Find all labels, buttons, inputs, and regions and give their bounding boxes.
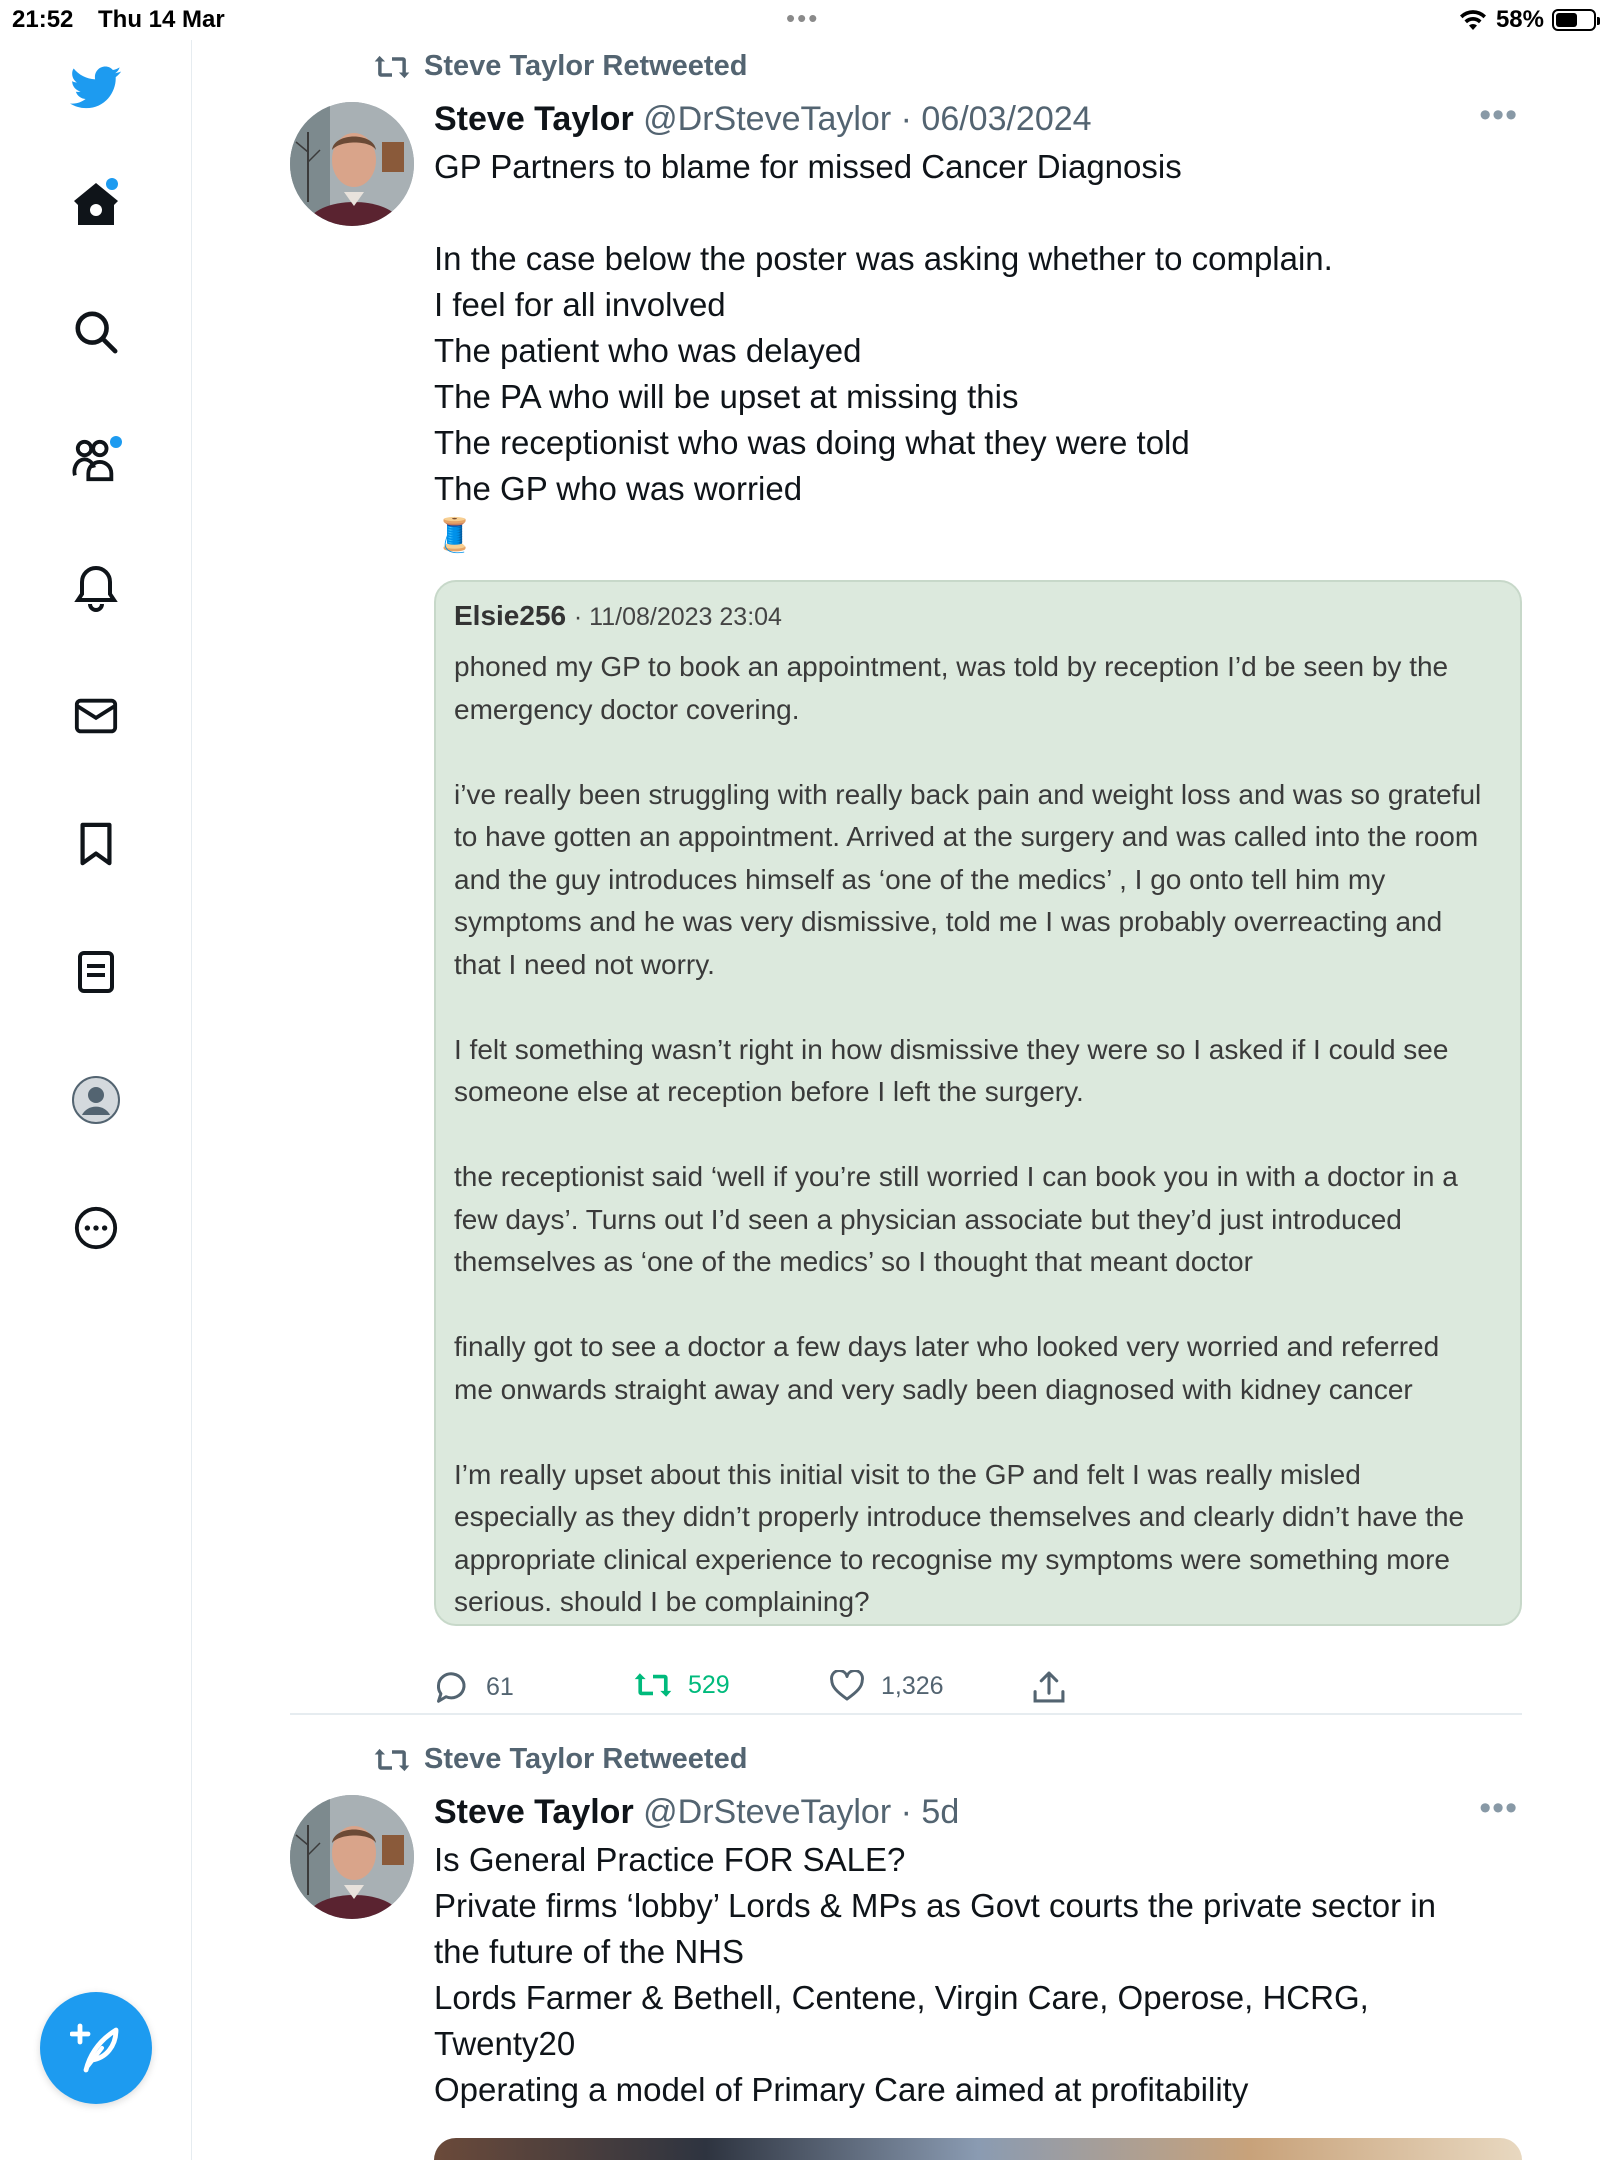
mail-icon[interactable] (68, 688, 124, 744)
author-handle[interactable]: @DrSteveTaylor (643, 1793, 892, 1831)
quote-line: symptoms and he was very dismissive, told me I was probably overreacting and (454, 906, 1443, 937)
like-count: 1,326 (881, 1671, 944, 1700)
author-name[interactable]: Steve Taylor (434, 1793, 634, 1831)
quote-line (454, 1114, 1502, 1157)
more-options-icon[interactable]: ••• (1479, 96, 1518, 134)
more-options-icon[interactable]: ••• (1479, 1789, 1518, 1827)
tweet-text-line: In the case below the poster was asking whether to complain. (434, 240, 1333, 277)
tweet-text (434, 144, 1514, 558)
separator-dot: · (900, 1793, 912, 1831)
quote-separator: · (573, 603, 590, 631)
tweet-text-line: Operating a model of Primary Care aimed at profitability (434, 2071, 1249, 2108)
author-handle[interactable]: @DrSteveTaylor (643, 100, 892, 138)
status-time: 21:52 (12, 6, 74, 33)
quote-line: serious. should I be complaining? (454, 1586, 870, 1617)
tweet-text-line (434, 190, 1514, 236)
tweet-header (434, 100, 1092, 139)
quote-line: the receptionist said ‘well if you’re still worried I can book you in with a doctor in a (454, 1161, 1458, 1192)
retweet-label: Steve Taylor Retweeted (424, 50, 748, 82)
communities-notification-dot (110, 436, 122, 448)
tweet-text-line: GP Partners to blame for missed Cancer Diagnosis (434, 148, 1182, 185)
bird-icon[interactable] (68, 60, 124, 116)
tweet-text-line: Private firms ‘lobby’ Lords & MPs as Govt courts the private sector in (434, 1887, 1436, 1924)
reply-icon (434, 1670, 470, 1704)
status-indicators (1458, 6, 1596, 34)
more-circle-icon[interactable] (68, 1200, 124, 1256)
quote-line: and the guy introduces himself as ‘one of the medics’ , I go onto tell him my (454, 863, 1386, 895)
share-icon (1032, 1670, 1066, 1704)
quote-line: emergency doctor covering. (454, 693, 800, 725)
battery-percentage: 58% (1495, 6, 1544, 33)
quote-line: finally got to see a doctor a few days later who looked very worried and referred (454, 1331, 1440, 1362)
search-icon[interactable] (68, 304, 124, 360)
bell-icon[interactable] (68, 560, 124, 616)
retweet-context (374, 50, 747, 83)
quote-line: especially as they didn’t properly introduce themselves and clearly didn’t have the (454, 1501, 1465, 1532)
quote-line (454, 986, 1502, 1029)
tweet-text (434, 1837, 1514, 2113)
reply-count: 61 (486, 1672, 514, 1701)
battery-level (1556, 13, 1577, 27)
thread-emoji: 🧵 (434, 516, 476, 553)
retweet-context (374, 1743, 747, 1776)
like-button[interactable] (829, 1670, 944, 1702)
tweet-timestamp[interactable]: 5d (921, 1793, 960, 1831)
quote-line (454, 731, 1502, 774)
feather-plus-icon (70, 2022, 122, 2074)
reply-button[interactable] (434, 1670, 514, 1704)
quote-line: I felt something wasn’t right in how dismissive they were so I asked if I could see (454, 1033, 1449, 1065)
quote-line (454, 1284, 1502, 1327)
list-icon[interactable] (68, 944, 124, 1000)
quote-line: phoned my GP to book an appointment, was told by reception I’d be seen by the (454, 651, 1449, 682)
status-date: Thu 14 Mar (98, 6, 225, 33)
retweet-label: Steve Taylor Retweeted (424, 1743, 748, 1775)
quote-line: themselves as ‘one of the medics’ so I thought that meant doctor (454, 1246, 1253, 1277)
retweet-icon (634, 1670, 672, 1700)
tweet-header (434, 1793, 959, 1832)
tweet-text-line: the future of the NHS (434, 1933, 745, 1970)
tweet-text-line: Is General Practice FOR SALE? (434, 1841, 906, 1878)
sidebar-nav (0, 40, 192, 2160)
retweet-count: 529 (688, 1670, 730, 1699)
quote-line: to have gotten an appointment. Arrived at the surgery and was called into the room (454, 821, 1479, 852)
share-button[interactable] (1032, 1670, 1066, 1704)
quote-line: me onwards straight away and very sadly been diagnosed with kidney cancer (454, 1373, 1413, 1405)
multitasking-dots-icon[interactable]: ••• (786, 3, 820, 33)
status-bar (0, 0, 1620, 40)
home-icon[interactable] (68, 176, 124, 232)
quote-username: Elsie256 (454, 600, 567, 631)
quote-line: that I need not worry. (454, 948, 715, 980)
quote-line: few days’. Turns out I’d seen a physician associate but they’d just introduced (454, 1203, 1402, 1235)
retweet-icon (374, 53, 410, 81)
avatar[interactable] (290, 102, 414, 226)
bookmark-icon[interactable] (68, 816, 124, 872)
separator-dot: · (900, 100, 912, 138)
home-notification-dot (106, 178, 118, 190)
heart-icon (829, 1670, 865, 1702)
quote-header (454, 600, 1502, 632)
quote-line: i’ve really been struggling with really back pain and weight loss and was so grateful (454, 778, 1482, 810)
tweet-text-line: The PA who will be upset at missing this (434, 378, 1019, 415)
battery-icon (1552, 9, 1596, 31)
retweet-button[interactable] (634, 1670, 730, 1700)
quote-line: appropriate clinical experience to recognise my symptoms were something more (454, 1543, 1450, 1575)
author-name[interactable]: Steve Taylor (434, 100, 634, 138)
quote-line: someone else at reception before I left the surgery. (454, 1076, 1084, 1107)
avatar[interactable] (290, 1795, 414, 1919)
quote-text (454, 646, 1502, 1624)
tweet-text-line: The receptionist who was doing what they were told (434, 424, 1190, 461)
quote-line: I’m really upset about this initial visit to the GP and felt I was really misled (454, 1458, 1361, 1490)
wifi-icon (1458, 8, 1488, 32)
tweet-item[interactable] (290, 1733, 1522, 2160)
compose-tweet-button[interactable] (40, 1992, 152, 2104)
quote-timestamp: 11/08/2023 23:04 (589, 603, 782, 631)
quoted-post-image[interactable] (434, 580, 1522, 1626)
tweet-media-image[interactable] (434, 2138, 1522, 2160)
tweet-text-line: The patient who was delayed (434, 332, 862, 369)
tweet-text-line: The GP who was worried (434, 470, 803, 507)
tweet-text-line: Lords Farmer & Bethell, Centene, Virgin Care, Operose, HCRG, (434, 1979, 1369, 2016)
tweet-text-line: I feel for all involved (434, 286, 726, 323)
tweet-text-line: Twenty20 (434, 2025, 576, 2062)
tweet-actions (434, 1670, 1114, 1714)
quote-line (454, 1411, 1502, 1454)
tweet-timestamp[interactable]: 06/03/2024 (921, 100, 1092, 138)
tweet-item[interactable] (290, 40, 1522, 1720)
people-icon[interactable] (68, 432, 124, 488)
retweet-icon (374, 1746, 410, 1774)
tweet-divider (290, 1713, 1522, 1715)
avatar-icon[interactable] (68, 1072, 124, 1128)
